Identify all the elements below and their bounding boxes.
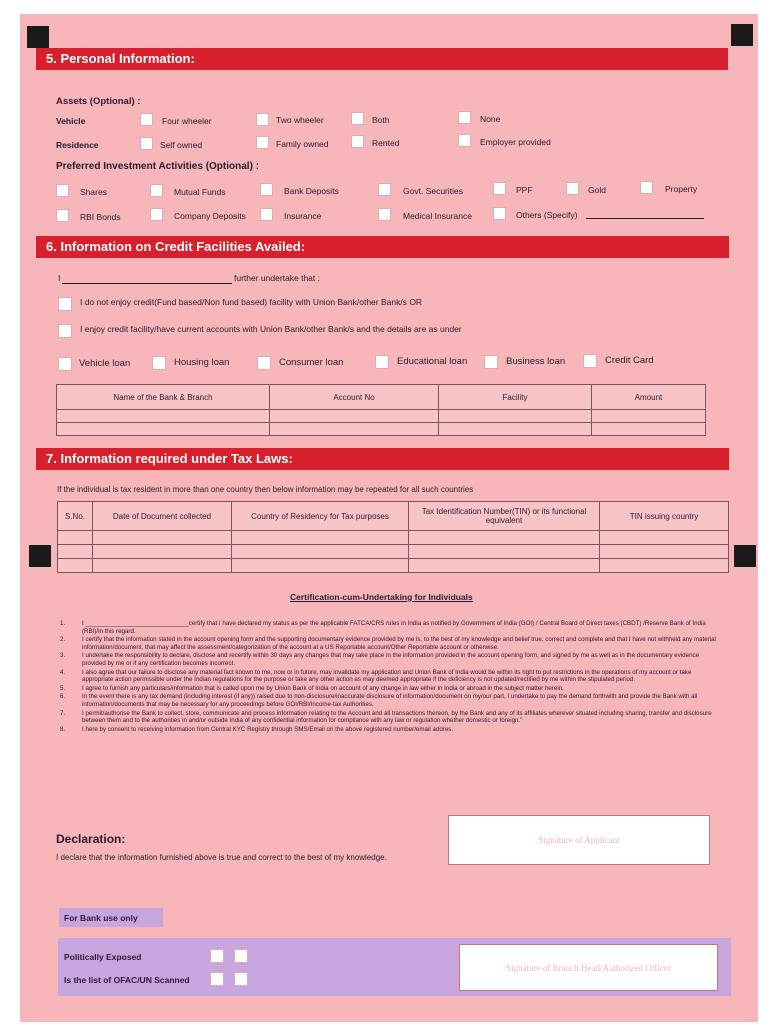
registration-mark [29, 545, 51, 567]
table-cell[interactable] [592, 423, 706, 436]
table-cell[interactable] [600, 545, 729, 559]
certification-title: Certification-cum-Undertaking for Individuals [290, 592, 473, 602]
declaration-title: Declaration: [56, 832, 126, 846]
credit-facilities-table [56, 384, 706, 436]
loan-label: Vehicle loan [79, 358, 131, 369]
list-item: 1. I ______________________________certify that I have declared my status as per the applicable FATCA/CRS rules in India as notified by Government of India (GOI) / Central Board of Direct taxes (CBDT) /Reserve Bank of India (RBI)/in this regard. [60, 620, 706, 635]
list-item: 6. In the event there is any tax demand (including interest (if any)) raised due to non-disclosure/inaccurate disclosure of information/document on my/our part, I undertake to pay the demand forthwith and provide the Bank with all information/documents that may be necessary for any proceedings before GOI/RBI/Income-tax Authorities. [60, 693, 698, 708]
list-item: 2. I certify that the information stated in the account opening form and the supporting documentary evidence provided by me is, to the best of my knowledge and belief true, correct and complete and that I have not withheld any material information/document, that may affect the assessment/categorization of the account at a US Reportable account/Other Reportable account or otherwise. [60, 636, 716, 651]
consumer-loan-checkbox[interactable] [257, 356, 271, 370]
list-item: 3. I undertake the responsibility to declare, disclose and recertify within 30 days any changes that may take place in the information provided in the account opening form, and signed by me as well as in the documentary evidence provided by me or if any certification becomes incorrect. [60, 652, 700, 667]
section-7-header: 7. Information required under Tax Laws: [36, 448, 729, 470]
table-cell[interactable] [592, 410, 706, 423]
loan-label: Business loan [506, 356, 566, 367]
invest-option-label: PPF [516, 185, 533, 195]
educational-loan-checkbox[interactable] [375, 355, 389, 369]
table-cell[interactable] [270, 410, 439, 423]
table-cell[interactable] [600, 559, 729, 573]
has-credit-checkbox[interactable] [58, 324, 72, 338]
list-item: 8. I here by consent to receiving information from Central KYC Registry through SMS/Email on the above registered number/email addres. [60, 725, 454, 733]
residence-option-label: Employer provided [480, 137, 551, 147]
invest-mutual-funds-checkbox[interactable] [150, 184, 163, 197]
no-credit-label: I do not enjoy credit(Fund based/Non fund based) facility with Union Bank/other Bank/s OR [80, 297, 423, 307]
ofac-label: Is the list of OFAC/UN Scanned [64, 975, 190, 985]
table-cell[interactable] [439, 423, 592, 436]
table-cell[interactable] [57, 423, 270, 436]
pep-no-checkbox[interactable] [234, 949, 248, 963]
table-cell[interactable] [439, 410, 592, 423]
table-header: TIN issuing country [600, 502, 729, 531]
table-row [57, 423, 706, 436]
loan-label: Credit Card [605, 355, 654, 366]
vehicle-option-label: Two wheeler [276, 115, 324, 125]
table-row [58, 545, 729, 559]
section-5-header: 5. Personal Information: [36, 48, 728, 70]
residence-family-owned-checkbox[interactable] [256, 136, 269, 149]
table-cell[interactable] [93, 559, 232, 573]
bank-use-title: For Bank use only [64, 913, 138, 923]
invest-others-checkbox[interactable] [493, 207, 506, 220]
vehicle-both-checkbox[interactable] [351, 112, 364, 125]
loan-label: Educational loan [397, 356, 468, 367]
vehicle-option-label: None [480, 114, 501, 124]
table-cell[interactable] [409, 559, 600, 573]
list-item: 4. I also agree that our failure to disclose any material fact known to me, now or in future, may invalidate my application and Union Bank of India would be within its right to put restrictions in the operations of my account or take appropriate action permissible under the Indian regulations for the purpose or take any other action as may deemed appropriate if the deficiency is not updated/rectified by me within the stipulated period. [60, 668, 692, 684]
table-cell[interactable] [58, 559, 93, 573]
residence-option-label: Family owned [276, 139, 329, 149]
registration-mark [27, 26, 49, 48]
residence-employer-provided-checkbox[interactable] [458, 134, 471, 147]
table-row [58, 531, 729, 545]
invest-option-label: Gold [588, 185, 606, 195]
undertake-prefix: I [58, 273, 61, 283]
invest-rbi-bonds-checkbox[interactable] [56, 209, 69, 222]
table-cell[interactable] [270, 423, 439, 436]
table-cell[interactable] [409, 531, 600, 545]
certification-list [60, 620, 720, 734]
list-item: 5. I agree to furnish any particulars/information that is called upon me by Union Bank of India on account of any change in law either in India or abroad in the subject matter herein. [60, 684, 564, 692]
undertake-text: further undertake that : [234, 273, 320, 283]
vehicle-option-label: Four wheeler [162, 116, 212, 126]
invest-gold-checkbox[interactable] [566, 182, 579, 195]
has-credit-label: I enjoy credit facility/have current accounts with Union Bank/other Bank/s and the details are as under [80, 324, 462, 334]
table-header: Amount [592, 385, 706, 410]
invest-medical-insurance-checkbox[interactable] [378, 208, 391, 221]
invest-shares-checkbox[interactable] [56, 184, 69, 197]
officer-signature-box[interactable] [459, 944, 718, 991]
invest-option-label: Property [665, 184, 698, 194]
investment-label: Preferred Investment Activities (Optional) : [56, 161, 260, 172]
invest-property-checkbox[interactable] [640, 181, 653, 194]
invest-company-deposits-checkbox[interactable] [150, 208, 163, 221]
assets-label: Assets (Optional) : [56, 96, 141, 107]
vehicle-two-wheeler-checkbox[interactable] [256, 113, 269, 126]
table-cell[interactable] [58, 531, 93, 545]
table-header: Date of Document collected [93, 502, 232, 531]
table-cell[interactable] [600, 531, 729, 545]
ofac-no-checkbox[interactable] [234, 972, 248, 986]
vehicle-option-label: Both [372, 115, 390, 125]
table-cell[interactable] [232, 545, 409, 559]
residence-option-label: Rented [372, 138, 400, 148]
table-cell[interactable] [93, 545, 232, 559]
table-cell[interactable] [409, 545, 600, 559]
invest-option-label: Insurance [284, 211, 322, 221]
applicant-signature-label: Signature of Applicant [538, 835, 620, 845]
tax-resident-note: If the individual is tax resident in more than one country then below information may be repeated for all such countries [57, 485, 474, 494]
applicant-signature-box[interactable] [448, 815, 710, 865]
declaration-text: I declare that the information furnished above is true and correct to the best of my knowledge. [56, 853, 387, 862]
table-row [57, 410, 706, 423]
undertake-name-field[interactable] [62, 283, 232, 284]
table-cell[interactable] [93, 531, 232, 545]
pep-yes-checkbox[interactable] [210, 949, 224, 963]
invest-insurance-checkbox[interactable] [260, 208, 273, 221]
vehicle-four-wheeler-checkbox[interactable] [140, 113, 153, 126]
table-cell[interactable] [58, 545, 93, 559]
invest-option-label: RBI Bonds [80, 212, 121, 222]
pep-label: Politically Exposed [64, 952, 142, 962]
table-header: Name of the Bank & Branch [57, 385, 270, 410]
credit-card-checkbox[interactable] [583, 354, 597, 368]
invest-option-label: Shares [80, 187, 107, 197]
invest-option-label: Medical Insurance [403, 211, 472, 221]
business-loan-checkbox[interactable] [484, 355, 498, 369]
invest-option-label: Bank Deposits [284, 186, 339, 196]
list-item: 7. I permit/authorise the Bank to collect, store, communicate and process information relating to the Account and all transactions thereon, by the Bank and any of its affiliates wherever situated including sharing, transfer and disclosure between them and to the authorities in and/or outside India of any confidential information for compliance with any law or regulation whether domestic or foreign." [60, 709, 712, 725]
ofac-yes-checkbox[interactable] [210, 972, 224, 986]
invest-bank-deposits-checkbox[interactable] [260, 183, 273, 196]
loan-label: Housing loan [174, 357, 230, 368]
residence-option-label: Self owned [160, 140, 203, 150]
invest-option-label: Govt. Securities [403, 186, 463, 196]
no-credit-checkbox[interactable] [58, 297, 72, 311]
registration-mark [734, 545, 756, 567]
others-specify-field[interactable] [586, 218, 704, 219]
table-cell[interactable] [232, 559, 409, 573]
invest-option-label: Company Deposits [174, 211, 246, 221]
table-cell[interactable] [232, 531, 409, 545]
table-header: Country of Residency for Tax purposes [232, 502, 409, 531]
vehicle-none-checkbox[interactable] [458, 111, 471, 124]
table-header: Account No [270, 385, 439, 410]
invest-ppf-checkbox[interactable] [493, 182, 506, 195]
residence-self-owned-checkbox[interactable] [140, 137, 153, 150]
table-cell[interactable] [57, 410, 270, 423]
invest-option-label: Others (Specify) [516, 210, 578, 220]
officer-signature-label: Signature of Branch Head/Authorized Officer [506, 962, 671, 973]
registration-mark [731, 24, 753, 46]
housing-loan-checkbox[interactable] [152, 356, 166, 370]
residence-rented-checkbox[interactable] [351, 135, 364, 148]
table-header: Tax Identification Number(TIN) or its functional equivalent [409, 502, 600, 531]
table-row [58, 559, 729, 573]
table-header: S.No. [58, 502, 93, 531]
section-6-header: 6. Information on Credit Facilities Availed: [36, 236, 729, 258]
tax-info-table [57, 501, 729, 573]
invest-govt-securities-checkbox[interactable] [378, 183, 391, 196]
table-header: Facility [439, 385, 592, 410]
vehicle-label: Vehicle [56, 116, 86, 126]
loan-label: Consumer loan [279, 357, 344, 368]
residence-label: Residence [56, 140, 99, 150]
vehicle-loan-checkbox[interactable] [58, 357, 72, 371]
invest-option-label: Mutual Funds [174, 187, 226, 197]
